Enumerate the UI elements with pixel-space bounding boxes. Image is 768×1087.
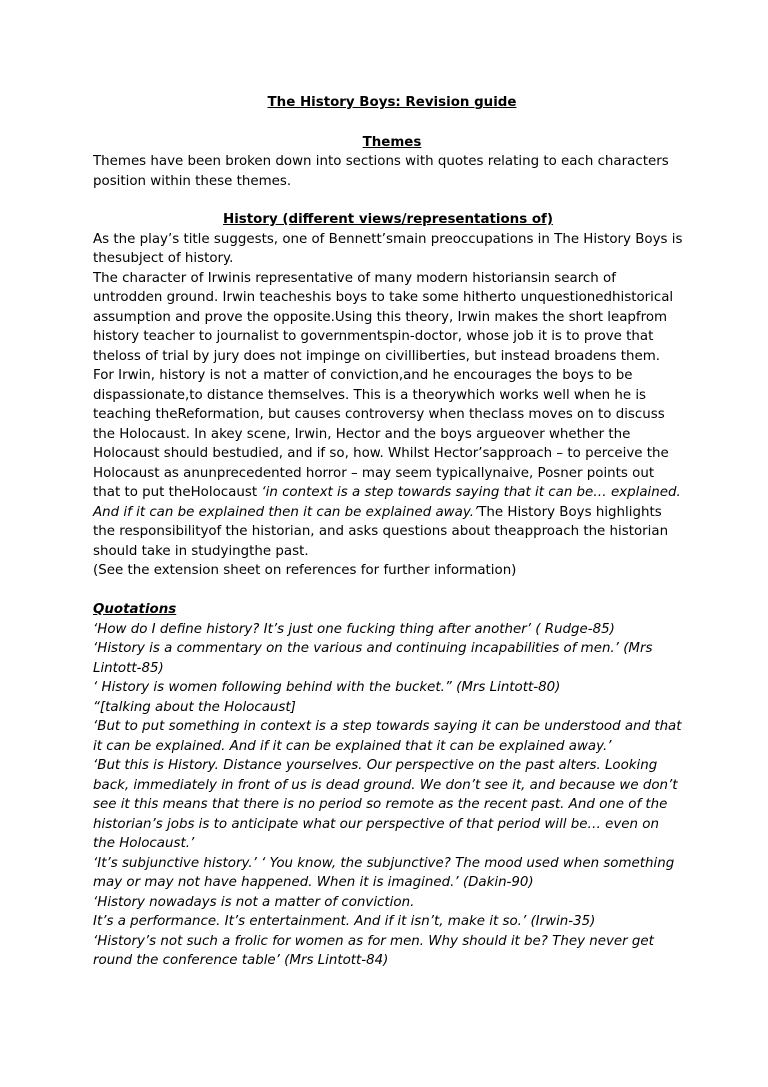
themes-heading: Themes (362, 134, 422, 150)
paragraph-2-quote: ‘in context is a step towards saying that it can be… explained. And if it can be explained then it can be explained away.’ (93, 485, 681, 520)
quote-item: ‘But this is History. Distance yourselves. Our perspective on the past alters. Looking back, immediately in front of us is dead ground. We don’t see it, and because we don’t see it this means that there is no period so remote as the recent past. And one of the historian’s jobs is to anticipate what our perspective of that period will be… even on the Holocaust.’ (93, 758, 678, 851)
history-heading: History (different views/representations of) (223, 212, 553, 227)
quote-item: ‘It’s subjunctive history.’ ‘ You know, the subjunctive? The mood used when something may or may not have happened. When it is imagined.’ (Dakin-90) (93, 855, 675, 890)
quote-item: ‘ History is women following behind with the bucket.” (Mrs Lintott-80) (93, 680, 561, 695)
quote-item: ‘How do I define history? It’s just one fucking thing after another’ ( Rudge-85) (93, 621, 615, 637)
quote-item: ‘History is a commentary on the various and continuing incapabilities of men.’ (Mrs Lintott-85) (93, 641, 653, 676)
spacer (93, 581, 683, 601)
document-page (93, 93, 683, 971)
paragraph-3: (See the extension sheet on references for further information) (93, 563, 517, 578)
quote-item: ‘But to put something in context is a step towards saying it can be understood and that it can be explained. And if it can be explained that it can be explained away.’ (93, 719, 682, 754)
quote-item: ‘History nowadays is not a matter of conviction. (93, 894, 415, 910)
quote-item: ‘History’s not such a frolic for women as for men. Why should it be? They never get round the conference table’ (Mrs Lintott-84) (93, 933, 654, 968)
paragraph-2-end: The History Boys highlights the responsibilityof the historian, and asks questions about theapproach the historian should take in studyingthe past. (93, 504, 669, 559)
paragraph-1: As the play’s title suggests, one of Bennett’smain preoccupations in The History Boys is thesubject of history. (93, 231, 683, 266)
paragraph-2-text: The character of Irwinis representative of many modern historiansin search of untrodden ground. Irwin teacheshis boys to take some hitherto unquestionedhistorical assumption and prove the opposite.Using this theory, Irwin makes the short leapfrom history teacher to journalist to governmentspin-doctor, whose job it is to prove that theloss of trial by jury does not impinge on civilliberties, but instead broadens them. For Irwin, history is not a matter of conviction,and he encourages the boys to be dispassionate,to distance themselves. This is a theorywhich works well when he is teaching theReformation, but causes controversy when theclass moves on to discuss the Holocaust. In akey scene, Irwin, Hector and the boys argueover whether the Holocaust should bestudied, and if so, how. Whilst Hector’sapproach – to perceive the Holocaust as anunprecedented horror – may seem typicallynaive, Posner points out that to put theHolocaust (93, 270, 674, 500)
document-title: The History Boys: Revision guide (267, 95, 517, 110)
paragraph-2 (93, 269, 683, 562)
quote-item: It’s a performance. It’s entertainment. And if it isn’t, make it so.’ (Irwin-35) (93, 914, 596, 929)
quotations-heading: Quotations (93, 602, 177, 617)
quote-item: “[talking about the Holocaust] (93, 699, 296, 715)
themes-intro: Themes have been broken down into sections with quotes relating to each characters position within these themes. (93, 154, 669, 189)
